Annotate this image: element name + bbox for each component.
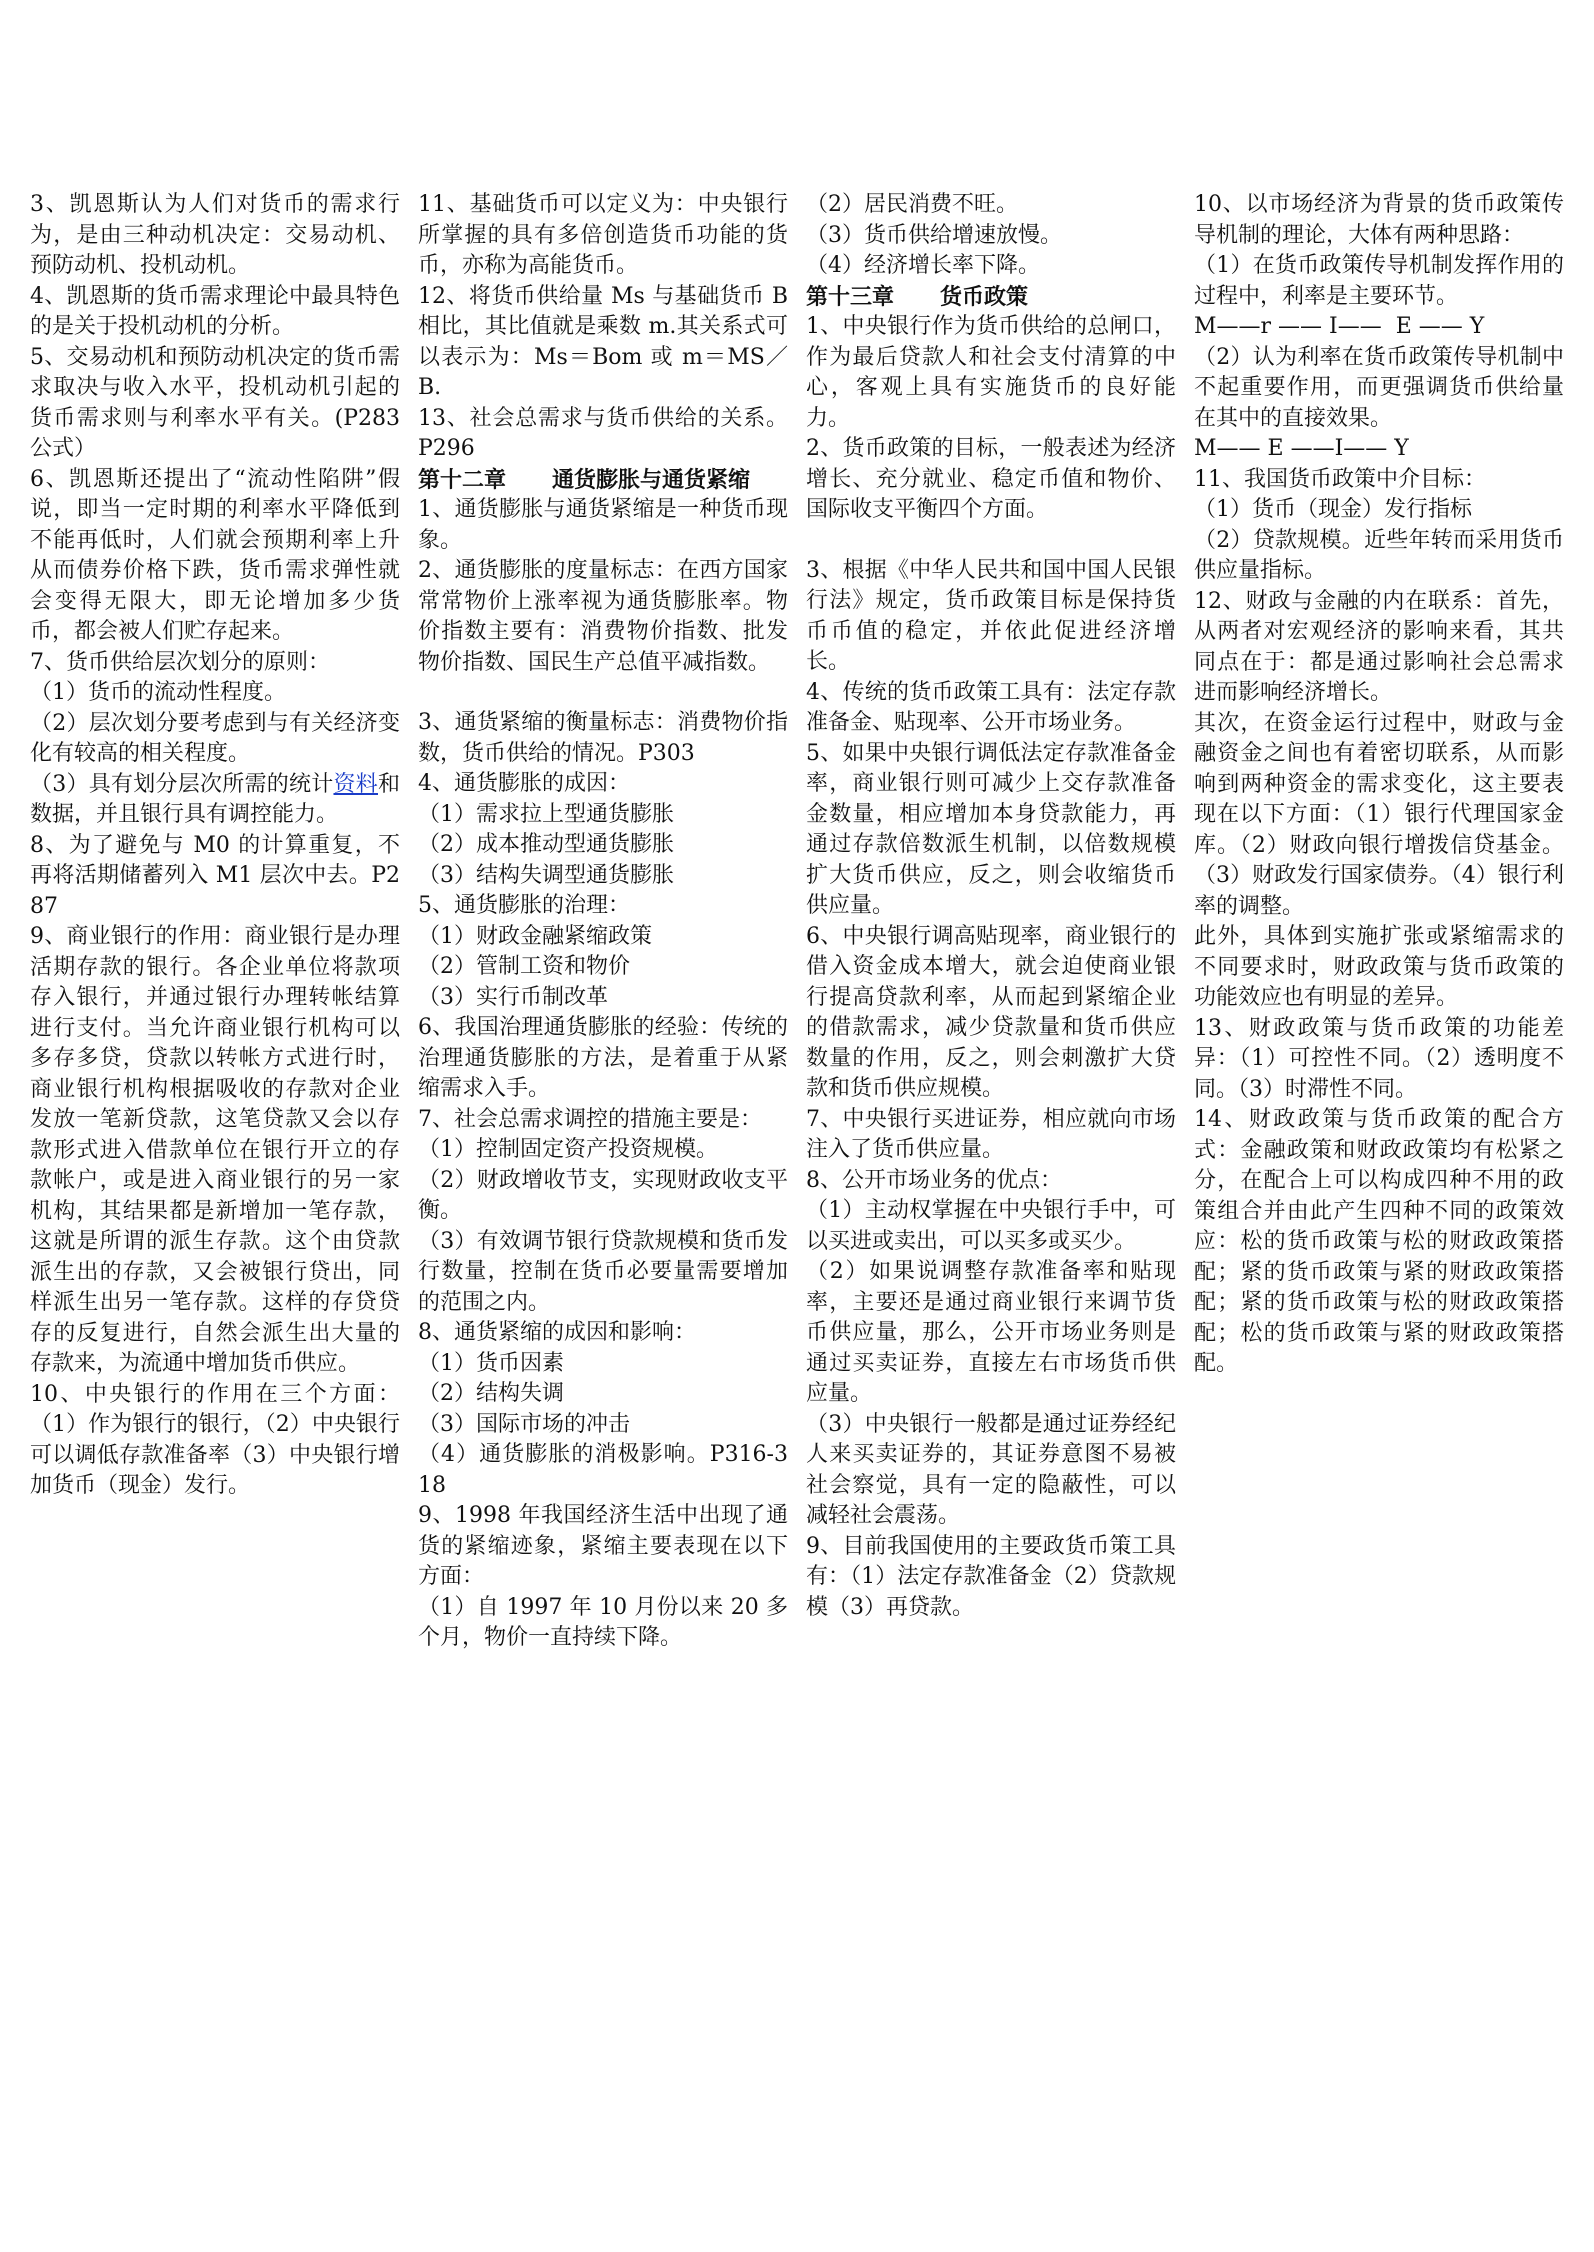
paragraph: 2、通货膨胀的度量标志：在西方国家常常物价上涨率视为通货膨胀率。物价指数主要有：消费物价指数、批发物价指数、国民生产总值平减指数。 [418, 558, 788, 675]
paragraph: 11、基础货币可以定义为：中央银行所掌握的具有多倍创造货币功能的货币，亦称为高能货币。 [418, 192, 788, 278]
paragraph: （2）成本推动型通货膨胀 [418, 832, 674, 857]
chapter-heading: 第十二章 通货膨胀与通货紧缩 [418, 466, 750, 493]
ziliao-link[interactable]: 资料 [333, 771, 378, 797]
paragraph: 3、通货紧缩的衡量标志：消费物价指数，货币供给的情况。P303 [418, 710, 788, 766]
paragraph: 1、中央银行作为货币供给的总闸口，作为最后贷款人和社会支付清算的中心，客观上具有实施货币的良好能力。 [806, 314, 1176, 431]
document-page [30, 190, 1570, 2150]
paragraph: 10、中央银行的作用在三个方面：（1）作为银行的银行，（2）中央银行可以调低存款准备率（3）中央银行增加货币（现金）发行。 [30, 1381, 400, 1498]
paragraph: 9、商业银行的作用：商业银行是办理活期存款的银行。各企业单位将款项存入银行，并通过银行办理转帐结算进行支付。当允许商业银行机构可以多存多贷，贷款以转帐方式进行时，商业银行机构根据吸收的存款对企业发放一笔新贷款，这笔贷款又会以存款形式进入借款单位在银行开立的存款帐户，或是进入商业银行的另一家机构，其结果都是新增加一笔存款，这就是所谓的派生存款。这个由贷款派生出的存款，又会被银行贷出，同样派生出另一笔存款。这样的存贷贷存的反复进行，自然会派生出大量的存款来，为流通中增加货币供应。 [30, 924, 400, 1376]
paragraph: （1）货币因素 [418, 1350, 564, 1376]
column-2 [418, 190, 802, 2150]
paragraph: 8、公开市场业务的优点： [806, 1167, 1062, 1193]
paragraph: 3、根据《中华人民共和国中国人民银行法》规定，货币政策目标是保持货币币值的稳定，并依此促进经济增长。 [806, 557, 1176, 674]
paragraph: M—— E ——I—— Y [1194, 436, 1409, 461]
column-1 [30, 190, 400, 2150]
paragraph: 5、通货膨胀的治理： [418, 893, 630, 918]
paragraph: 8、通货紧缩的成因和影响： [418, 1320, 696, 1345]
paragraph: （3）实行币制改革 [418, 984, 608, 1010]
paragraph: （2）层次划分要考虑到与有关经济变化有较高的相关程度。 [30, 710, 400, 766]
paragraph: （2）如果说调整存款准备率和贴现率，主要还是通过商业银行来调节货币供应量，那么，公开市场业务则是通过买卖证券，直接左右市场货币供应量。 [806, 1259, 1176, 1406]
paragraph: 9、目前我国使用的主要政货币策工具有：（1）法定存款准备金（2）贷款规模（3）再贷款。 [806, 1533, 1176, 1620]
paragraph: （2）认为利率在货币政策传导机制中不起重要作用，而更强调货币供给量在其中的直接效果。 [1194, 344, 1564, 431]
paragraph: 其次，在资金运行过程中，财政与金融资金之间也有着密切联系，从而影响到两种资金的需求变化，这主要表现在以下方面：（1）银行代理国家金库。（2）财政向银行增拨信贷基金。（3）财政发行国家债券。（4）银行利率的调整。 [1194, 710, 1564, 919]
paragraph: 5、交易动机和预防动机决定的货币需求取决与收入水平，投机动机引起的货币需求则与利率水平有关。(P283公式） [30, 344, 400, 461]
paragraph: （2）贷款规模。近些年转而采用货币供应量指标。 [1194, 527, 1564, 583]
paragraph: （1）财政金融紧缩政策 [418, 923, 652, 949]
paragraph: 12、财政与金融的内在联系：首先，从两者对宏观经济的影响来看，其共同点在于：都是通过影响社会总需求进而影响经济增长。 [1194, 588, 1564, 705]
paragraph: 13、财政政策与货币政策的功能差异：（1）可控性不同。（2）透明度不同。（3）时滞性不同。 [1194, 1015, 1564, 1102]
paragraph: 13、社会总需求与货币供给的关系。 P296 [418, 405, 802, 461]
paragraph: 6、中央银行调高贴现率，商业银行的借入资金成本增大，就会迫使商业银行提高贷款利率，从而起到紧缩企业的借款需求，减少贷款量和货币供应数量的作用，反之，则会刺激扩大贷款和货币供应规模。 [806, 923, 1176, 1101]
paragraph: （3）有效调节银行贷款规模和货币发行数量，控制在货币必要量需要增加的范围之内。 [418, 1228, 788, 1315]
paragraph: （3）结构失调型通货膨胀 [418, 862, 674, 888]
paragraph: （1）自 1997 年 10 月份以来 20 多个月，物价一直持续下降。 [418, 1594, 788, 1650]
paragraph: （4）通货膨胀的消极影响。P316-318 [418, 1442, 788, 1498]
paragraph: （1）控制固定资产投资规模。 [418, 1137, 718, 1162]
paragraph: 9、1998 年我国经济生活中出现了通货的紧缩迹象，紧缩主要表现在以下方面： [418, 1503, 788, 1589]
paragraph: （2）财政增收节支，实现财政收支平衡。 [418, 1167, 788, 1223]
paragraph: 2、货币政策的目标，一般表述为经济增长、充分就业、稳定币值和物价、国际收支平衡四个方面。 [806, 436, 1176, 522]
paragraph [30, 770, 400, 831]
paragraph: 11、我国货币政策中介目标： [1194, 466, 1486, 492]
paragraph-spacer [418, 678, 788, 708]
paragraph: （2）管制工资和物价 [418, 954, 630, 979]
paragraph: 此外，具体到实施扩张或紧缩需求的不同要求时，财政政策与货币政策的功能效应也有明显的差异。 [1194, 924, 1564, 1010]
paragraph: 4、传统的货币政策工具有：法定存款准备金、贴现率、公开市场业务。 [806, 679, 1176, 735]
paragraph: （4）经济增长率下降。 [806, 253, 1040, 278]
paragraph: 1、通货膨胀与通货紧缩是一种货币现象。 [418, 497, 788, 553]
column-3 [806, 190, 1176, 2150]
paragraph: 7、社会总需求调控的措施主要是： [418, 1106, 762, 1132]
paragraph: （3）中央银行一般都是通过证券经纪人来买卖证券的，其证券意图不易被社会察觉，具有一定的隐蔽性，可以减轻社会震荡。 [806, 1411, 1176, 1528]
paragraph-spacer [806, 526, 1176, 556]
paragraph: （2）居民消费不旺。 [806, 192, 1018, 217]
paragraph: 7、货币供给层次划分的原则： [30, 649, 330, 675]
paragraph: 6、我国治理通货膨胀的经验：传统的治理通货膨胀的方法，是着重于从紧缩需求入手。 [418, 1015, 788, 1101]
paragraph: 7、中央银行买进证券，相应就向市场注入了货币供应量。 [806, 1106, 1176, 1162]
paragraph: 4、通货膨胀的成因： [418, 771, 630, 796]
paragraph: 5、如果中央银行调低法定存款准备金率，商业银行则可减少上交存款准备金数量，相应增加本身贷款能力，再通过存款倍数派生机制，以倍数规模扩大货币供应，反之，则会收缩货币供应量。 [806, 740, 1176, 918]
paragraph: 14、财政政策与货币政策的配合方式：金融政策和财政政策均有松紧之分，在配合上可以构成四种不用的政策组合并由此产生四种不同的政策效应：松的货币政策与松的财政政策搭配；紧的货币政策与紧的财政政策搭配；紧的货币政策与松的财政政策搭配；松的货币政策与紧的财政政策搭配。 [1194, 1107, 1564, 1376]
column-4 [1194, 190, 1564, 2150]
paragraph-text: 和数据，并且银行具有调控能力。 [30, 771, 400, 827]
paragraph: M——r —— I—— E —— Y [1194, 314, 1485, 339]
paragraph: （1）需求拉上型通货膨胀 [418, 801, 674, 827]
paragraph-text: （3）具有划分层次所需的统计 [30, 771, 334, 797]
paragraph: 3、凯恩斯认为人们对货币的需求行为，是由三种动机决定：交易动机、预防动机、投机动机。 [30, 192, 400, 278]
paragraph: （2）结构失调 [418, 1381, 564, 1406]
paragraph: （1）在货币政策传导机制发挥作用的过程中，利率是主要环节。 [1194, 253, 1564, 309]
paragraph: 8、为了避免与 M0 的计算重复，不再将活期储蓄列入 M1 层次中去。P287 [30, 832, 400, 919]
paragraph: （1）货币（现金）发行指标 [1194, 497, 1472, 522]
paragraph: （1）主动权掌握在中央银行手中，可以买进或卖出，可以买多或买少。 [806, 1198, 1176, 1254]
chapter-heading: 第十三章 货币政策 [806, 283, 1028, 310]
paragraph: 12、将货币供给量 Ms 与基础货币 B 相比，其比值就是乘数 m.其关系式可以表示为：Ms＝Bom 或 m＝MS／B. [418, 283, 795, 400]
paragraph: 6、凯恩斯还提出了“流动性陷阱”假说，即当一定时期的利率水平降低到不能再低时，人们就会预期利率上升从而债券价格下跌，货币需求弹性就会变得无限大，即无论增加多少货币，都会被人们贮存起来。 [30, 466, 400, 644]
paragraph: （1）货币的流动性程度。 [30, 680, 286, 705]
paragraph: 4、凯恩斯的货币需求理论中最具特色的是关于投机动机的分析。 [30, 283, 400, 339]
paragraph: 10、以市场经济为背景的货币政策传导机制的理论，大体有两种思路： [1194, 192, 1564, 248]
paragraph: （3）国际市场的冲击 [418, 1411, 630, 1437]
paragraph: （3）货币供给增速放慢。 [806, 222, 1062, 248]
